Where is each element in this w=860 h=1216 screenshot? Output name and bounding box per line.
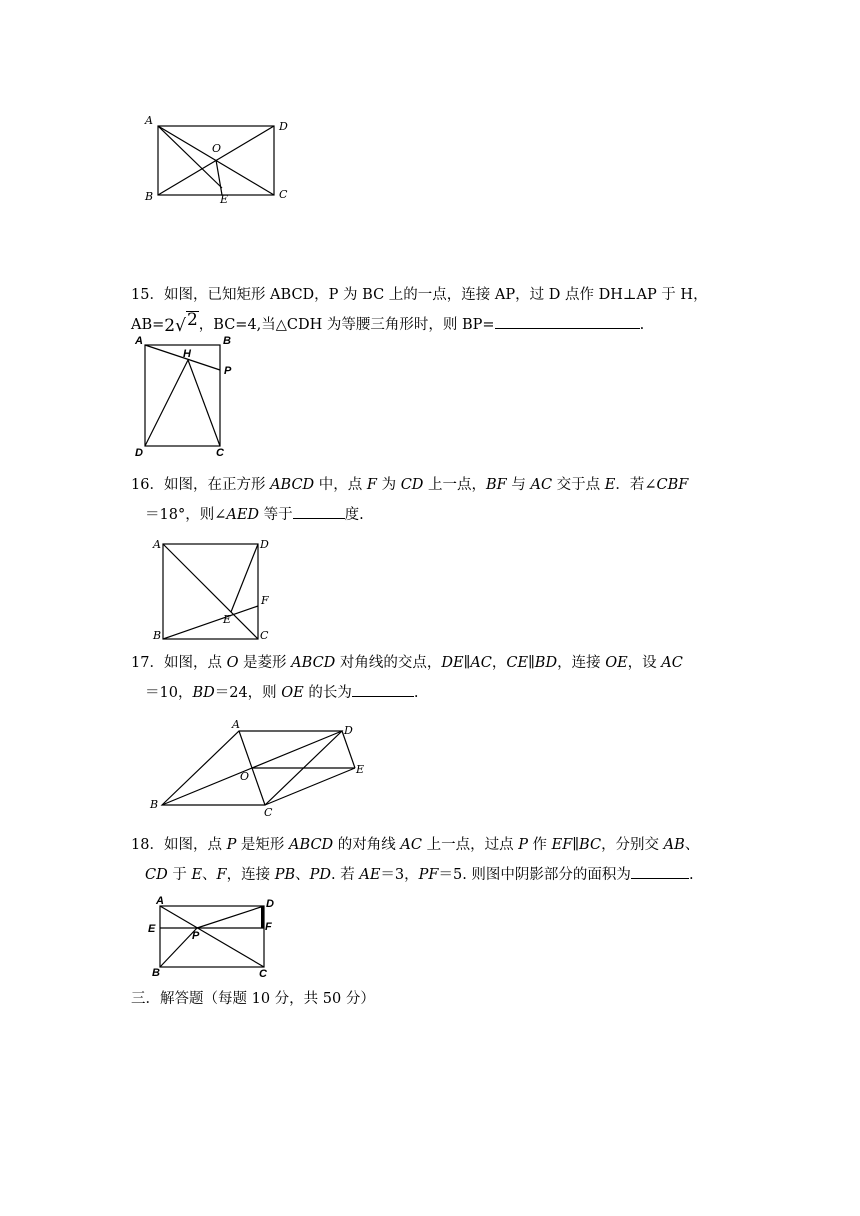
answer-blank[interactable]: [293, 503, 345, 519]
label-O: O: [212, 142, 222, 155]
label-E: E: [223, 613, 232, 626]
label-D: D: [279, 120, 288, 133]
question-15-line-2: AB= 2 √ 2 ，BC=4,当△CDH 为等腰三角形时，则 BP= .: [131, 310, 708, 341]
shaded-region: [261, 906, 264, 928]
label-C: C: [279, 188, 288, 201]
figure-16-square: [148, 535, 278, 643]
label-B: B: [153, 629, 162, 642]
label-A: A: [156, 895, 164, 907]
label-O: O: [240, 770, 250, 783]
label-P: P: [192, 930, 200, 942]
label-C: C: [216, 447, 224, 459]
question-18-line-1: 18．如图，点 P 是矩形 ABCD 的对角线 AC 上一点，过点 P 作 EF∥BC，分别交 AB、: [131, 837, 700, 853]
label-A: A: [145, 114, 153, 127]
label-F: F: [261, 594, 269, 607]
label-D: D: [266, 898, 274, 910]
label-D: D: [260, 538, 269, 551]
label-C: C: [264, 806, 273, 819]
section-3-heading: 三．解答题（每题 10 分，共 50 分）: [131, 991, 375, 1007]
label-P: P: [224, 365, 232, 377]
figure-15-rectangle: [130, 332, 245, 460]
label-E: E: [148, 923, 156, 935]
question-15-line-1: 15．如图，已知矩形 ABCD，P 为 BC 上的一点，连接 AP，过 D 点作 DH⊥AP 于 H，: [131, 287, 708, 303]
question-18: [131, 830, 699, 890]
label-B: B: [145, 190, 154, 203]
label-C: C: [259, 968, 267, 980]
label-A: A: [153, 538, 161, 551]
question-16-line-1: 16．如图，在正方形 ABCD 中，点 F 为 CD 上一点，BF 与 AC 交于点 E．若∠CBF: [131, 477, 689, 493]
answer-blank[interactable]: [352, 681, 414, 697]
label-B: B: [223, 335, 231, 347]
question-16: [131, 470, 688, 530]
label-C: C: [260, 629, 269, 642]
question-17: [131, 648, 683, 708]
label-E: E: [356, 763, 365, 776]
label-B: B: [150, 798, 159, 811]
label-A: A: [232, 718, 240, 731]
label-A: A: [135, 335, 143, 347]
question-16-line-2: ＝18°，则∠AED 等于 度.: [131, 500, 688, 530]
label-E: E: [220, 193, 229, 206]
question-17-line-1: 17．如图，点 O 是菱形 ABCD 对角线的交点，DE∥AC，CE∥BD，连接 OE，设 AC: [131, 655, 683, 671]
label-H: H: [183, 348, 191, 360]
question-17-line-2: ＝10，BD＝24，则 OE 的长为 .: [131, 678, 683, 708]
answer-blank[interactable]: [495, 313, 640, 329]
label-F: F: [265, 921, 272, 933]
label-B: B: [152, 967, 160, 979]
figure-17-rhombus: [145, 712, 375, 822]
label-D: D: [135, 447, 143, 459]
figure-14-rectangle: [140, 110, 300, 210]
sqrt-expression: 2 √ 2: [164, 310, 198, 336]
figure-18-rectangle: [140, 893, 280, 983]
label-D: D: [344, 724, 353, 737]
question-18-line-2: CD 于 E、F，连接 PB、PD. 若 AE＝3，PF＝5. 则图中阴影部分的面积为 .: [131, 860, 699, 890]
answer-blank[interactable]: [631, 863, 689, 879]
